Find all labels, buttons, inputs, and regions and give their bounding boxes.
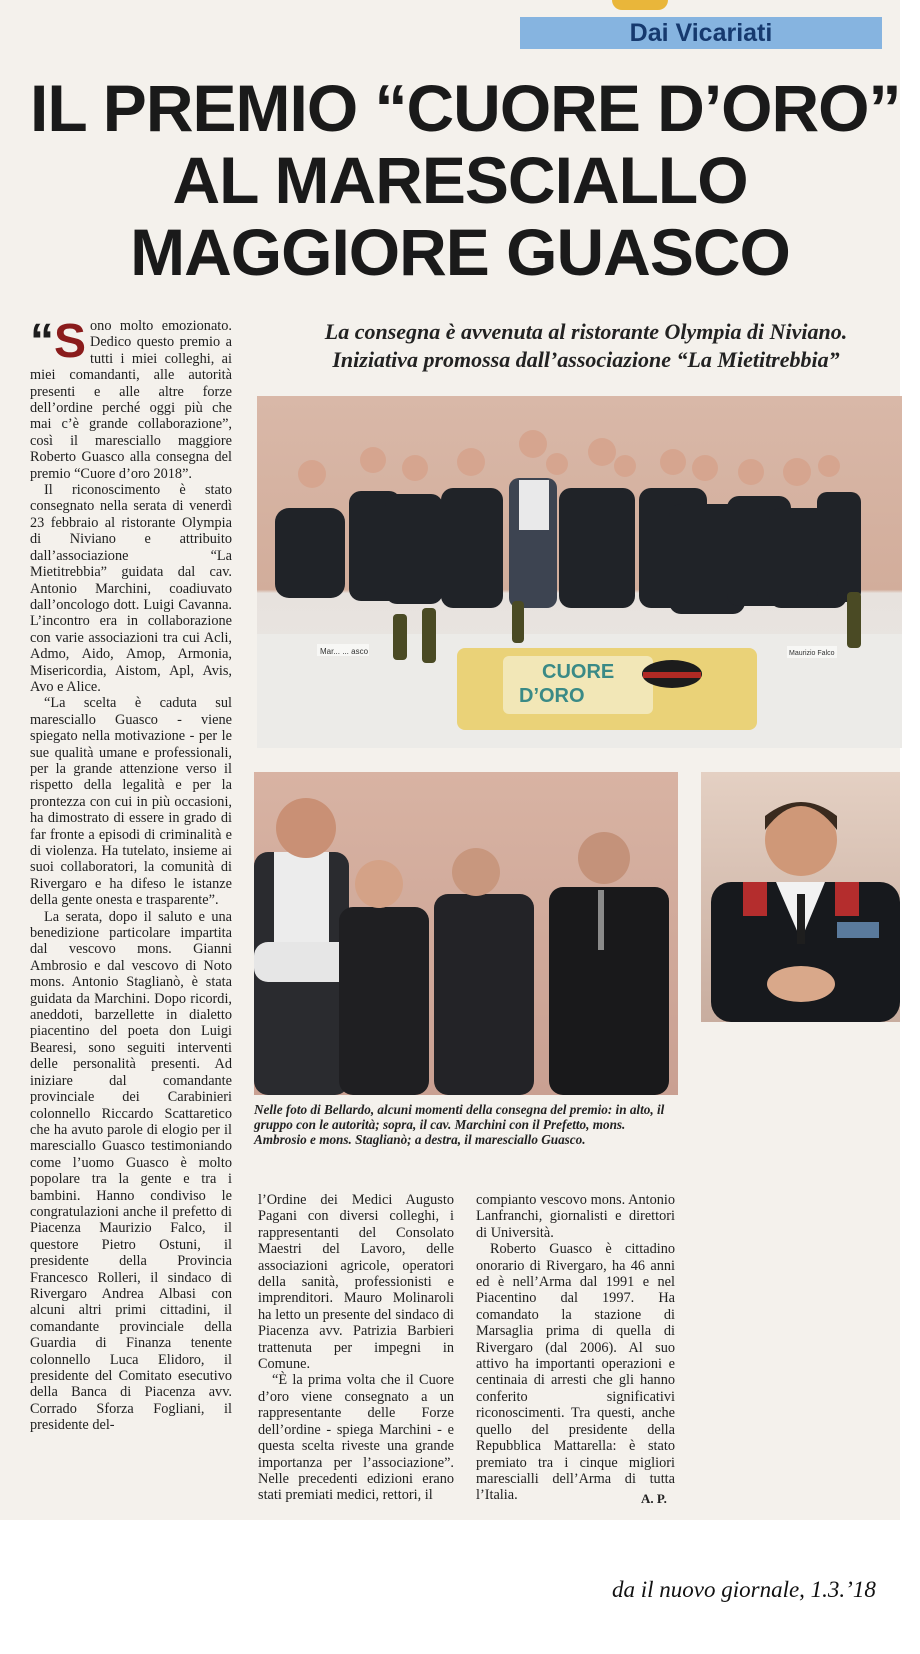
subheadline-line-2: Iniziativa promossa dall’associazione “La Mietitrebbia” bbox=[332, 347, 840, 372]
subheadline bbox=[272, 318, 900, 374]
paragraph: La serata, dopo il saluto e una benedizione particolare impartita dal vescovo mons. Gianni Ambrosio e dal vescovo di Noto mons. Antonio Staglianò, è stata guidata da Marchini. Dopo ricordi, aneddoti, barzellette in dialetto piacentino del poeta don Luigi Bearesi, sono seguiti interventi delle personalità presenti. Ad iniziare dal comandante provinciale dei Carabinieri colonnello Riccardo Scattaretico che ha avuto parole di elogio per il maresciallo Guasco testimoniando come l’uomo Guasco è molto popolare tra la gente e tra i bambini. Hanno condiviso le congratulazioni anche il prefetto di Piacenza Maurizio Falco, il questore Pietro Ostuni, il presidente della Provincia Francesco Rolleri, il sindaco di Rivergaro Andrea Albasi con alcuni altri primi cittadini, il comandante provinciale della Guardia di Finanza tenente colonnello Luca Elidoro, il presidente del Comitato esecutivo della Banca di Piacenza avv. Corrado Sforza Fogliani, il presidente del- bbox=[30, 908, 232, 1434]
portrait-illustration bbox=[701, 772, 900, 1022]
paragraph: Il riconoscimento è stato consegnato nella serata di venerdì 23 febbraio al ristorante Olympia di Niviano e attribuito dall’associazione “La Mietitrebbia” guidata dal cav. Antonio Marchini, coadiuvato dall’oncologo dott. Luigi Cavanna. L’incontro era in collaborazione con varie associazioni tra cui Acli, Admo, Aido, Amop, Armonia, Misericordia, Aistom, Apl, Avis, Avo e Alice. bbox=[30, 482, 232, 695]
article-column-1 bbox=[30, 315, 232, 1434]
group-photo-illustration bbox=[257, 396, 902, 748]
paragraph: “La scelta è caduta sul maresciallo Guasco - viene spiegato nella motivazione - per le sue qualità umane e professionali, per la grande attenzione verso il rispetto della legalità e per la prontezza con cui in più occasioni, ha dimostrato di essere in grado di far fronte a episodi di criminalità e di violenza. Ha tutelato, insieme ai suoi collaboratori, la comunità di Rivergaro e ha difeso le istanze della gente onesta e trasparente”. bbox=[30, 695, 232, 909]
article-column-3 bbox=[476, 1192, 675, 1504]
paragraph: “È la prima volta che il Cuore d’oro viene consegnato a un rappresentante delle Forze dell’ordine - spiega Marchini - e questa scelta riveste una grande importanza per l’associazione”. Nelle precedenti edizioni erano stati premiati medici, rettori, il bbox=[258, 1372, 454, 1504]
cake-text-line-2: D’ORO bbox=[519, 685, 585, 707]
photo-maresciallo-guasco bbox=[701, 772, 900, 1022]
section-label: Dai Vicariati bbox=[520, 17, 882, 49]
headline-line-3: MAGGIORE GUASCO bbox=[130, 215, 790, 289]
paragraph: compianto vescovo mons. Antonio Lanfranchi, giornalisti e direttori di Università. bbox=[476, 1192, 675, 1241]
subheadline-line-1: La consegna è avvenuta al ristorante Olympia di Niviano. bbox=[324, 319, 848, 344]
author-signature: A. P. bbox=[641, 1491, 667, 1506]
photo-caption: Nelle foto di Bellardo, alcuni momenti della consegna del premio: in alto, il gruppo con le autorità; sopra, il cav. Marchini con il Prefetto, mons. Ambrosio e mons. Staglianò; a destra, il maresciallo Guasco. bbox=[254, 1102, 665, 1147]
photo-group-with-authorities bbox=[257, 396, 902, 748]
cake-text-line-1: CUORE bbox=[542, 661, 615, 683]
paragraph: l’Ordine dei Medici Augusto Pagani con diversi colleghi, i rappresentanti del Consolato Maestri del Lavoro, delle associazioni agricole, operatori della sanità, professionisti e imprenditori. Mauro Molinaroli ha letto un presente del sindaco di Piacenza avv. Patrizia Barbieri trattenuta per impegni in Comune. bbox=[258, 1192, 454, 1373]
photo-marchini-prefetto-bishops bbox=[254, 772, 678, 1095]
headline-line-2: AL MARESCIALLO bbox=[172, 143, 748, 217]
section-logo bbox=[612, 0, 668, 10]
paragraph: “S ono molto emozionato. Dedico questo premio a tutti i miei colleghi, ai miei comandanti, alle autorità presenti e alle altre forze dell’ordine perché oggi più che mai c’è grande collaborazione”, così il maresciallo maggiore Roberto Guasco alla consegna del premio “Cuore d’oro 2018”. bbox=[30, 315, 232, 482]
headline-line-1: IL PREMIO “CUORE D’ORO” bbox=[30, 71, 901, 145]
headline bbox=[30, 71, 901, 289]
place-card-left: Mar... ... asco bbox=[320, 647, 369, 656]
article-column-2 bbox=[258, 1192, 454, 1504]
paragraph: Roberto Guasco è cittadino onorario di Rivergaro, ha 46 anni ed è nell’Arma dal 1991 e nel Piacentino dal 1997. Ha comandato la stazione di Marsaglia prima di quella di Rivergaro (dal 2006). Al suo attivo ha importanti operazioni e centinaia di arresti che gli hanno conferito significativi riconoscimenti. Tra questi, anche quello del presidente della Repubblica Mattarella: è stato premiato tra i cinque migliori marescialli dell’Arma di tutta l’Italia. bbox=[476, 1241, 675, 1504]
source-credit: da il nuovo giornale, 1.3.’18 bbox=[612, 1577, 876, 1602]
bishops-photo-illustration bbox=[254, 772, 678, 1095]
place-card-right: Maurizio Falco bbox=[789, 650, 835, 657]
drop-cap: “S bbox=[30, 315, 87, 368]
